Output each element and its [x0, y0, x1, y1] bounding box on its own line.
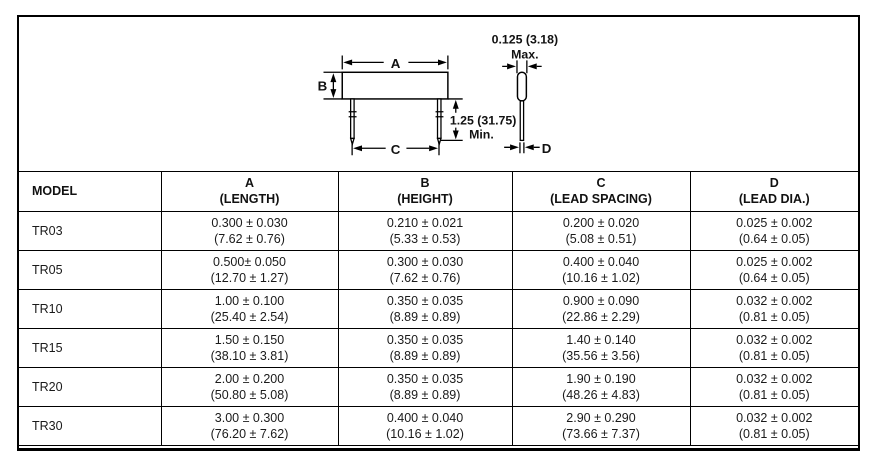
dim-b-label: B — [317, 78, 328, 94]
dim-d-cell — [690, 212, 858, 251]
table-row — [19, 212, 858, 251]
table-row — [19, 407, 858, 446]
header-line: B — [420, 175, 430, 190]
value-inches: 0.210 ± 0.021 — [386, 215, 464, 230]
value-mm: (0.64 ± 0.05) — [738, 232, 810, 246]
value-mm: (5.08 ± 0.51) — [565, 232, 637, 246]
dim-a-cell — [161, 368, 338, 407]
dim-b-cell — [338, 212, 512, 251]
value-mm: (10.16 ± 1.02) — [562, 271, 640, 285]
value-inches: 0.032 ± 0.002 — [736, 371, 813, 386]
header-line: A — [244, 175, 255, 190]
value-inches: 0.032 ± 0.002 — [736, 332, 813, 347]
header-line: (LEAD DIA.) — [738, 191, 810, 206]
dim-c-label: C — [390, 141, 401, 157]
lead-side-view-body — [517, 72, 526, 101]
value-mm: (5.33 ± 0.53) — [389, 232, 461, 246]
dim-a-cell — [161, 212, 338, 251]
value-mm: (8.89 ± 0.89) — [389, 310, 461, 324]
component-body — [342, 72, 448, 99]
dim-c-cell — [512, 368, 690, 407]
dim-b-cell — [338, 368, 512, 407]
model-cell: TR15 — [19, 329, 161, 368]
dim-b-cell — [338, 251, 512, 290]
value-mm: (25.40 ± 2.54) — [210, 310, 289, 324]
lead-length-min-value: 1.25 (31.75) — [449, 113, 517, 128]
model-cell: TR30 — [19, 407, 161, 446]
dim-a-cell — [161, 329, 338, 368]
header-line: (LEAD SPACING) — [550, 191, 652, 206]
value-mm: (12.70 ± 1.27) — [210, 271, 289, 285]
model-cell: TR10 — [19, 290, 161, 329]
value-inches: 0.400 ± 0.040 — [386, 410, 464, 425]
lead-length-min-qualifier: Min. — [469, 127, 494, 142]
value-mm: (0.81 ± 0.05) — [738, 349, 810, 363]
table-header-row — [19, 172, 858, 212]
dimensions-table — [19, 171, 858, 446]
header-d-lead-dia — [690, 172, 858, 212]
header-b-height — [338, 172, 512, 212]
dim-c-cell — [512, 212, 690, 251]
component-lead-left — [349, 99, 357, 144]
value-inches: 0.032 ± 0.002 — [736, 410, 813, 425]
dim-d-label: D — [541, 140, 552, 156]
dim-d-cell — [690, 368, 858, 407]
value-mm: (73.66 ± 7.37) — [562, 427, 640, 441]
value-mm: (0.81 ± 0.05) — [738, 427, 810, 441]
value-inches: 0.025 ± 0.002 — [736, 254, 813, 269]
dim-b-cell — [338, 329, 512, 368]
value-mm: (76.20 ± 7.62) — [210, 427, 289, 441]
value-inches: 2.90 ± 0.290 — [566, 410, 636, 425]
table-row — [19, 329, 858, 368]
component-lead-right — [436, 99, 444, 144]
dim-d-cell — [690, 251, 858, 290]
value-inches: 1.00 ± 0.100 — [214, 293, 285, 308]
dim-d-cell — [690, 329, 858, 368]
value-inches: 0.400 ± 0.040 — [562, 254, 640, 269]
dim-d-cell — [690, 290, 858, 329]
value-inches: 0.025 ± 0.002 — [736, 215, 813, 230]
value-inches: 1.50 ± 0.150 — [214, 332, 285, 347]
value-inches: 3.00 ± 0.300 — [214, 410, 285, 425]
table-row — [19, 290, 858, 329]
header-line: D — [769, 175, 779, 190]
dim-a-cell — [161, 290, 338, 329]
dim-a-cell — [161, 407, 338, 446]
value-inches: 0.900 ± 0.090 — [562, 293, 640, 308]
value-mm: (7.62 ± 0.76) — [214, 232, 285, 246]
dim-a-cell — [161, 251, 338, 290]
value-mm: (35.56 ± 3.56) — [562, 349, 640, 363]
model-cell: TR03 — [19, 212, 161, 251]
dimension-drawing-svg — [19, 17, 858, 171]
value-mm: (8.89 ± 0.89) — [389, 388, 461, 402]
header-line: (HEIGHT) — [397, 191, 453, 206]
value-inches: 2.00 ± 0.200 — [214, 371, 285, 386]
dim-c-cell — [512, 290, 690, 329]
lead-side-view-wire — [520, 101, 523, 140]
value-mm: (7.62 ± 0.76) — [389, 271, 461, 285]
dim-a-label: A — [390, 55, 401, 71]
side-view — [502, 60, 541, 153]
lead-dia-max-annotation — [502, 60, 541, 73]
header-line: (LENGTH) — [219, 191, 280, 206]
header-model: MODEL — [19, 172, 161, 212]
value-inches: 0.350 ± 0.035 — [386, 293, 464, 308]
table-row — [19, 251, 858, 290]
value-inches: 0.032 ± 0.002 — [736, 293, 813, 308]
table-row — [19, 368, 858, 407]
dim-b-cell — [338, 407, 512, 446]
value-inches: 0.300 ± 0.030 — [211, 215, 288, 230]
value-inches: 0.200 ± 0.020 — [562, 215, 640, 230]
header-c-lead-spacing — [512, 172, 690, 212]
value-mm: (0.64 ± 0.05) — [738, 271, 810, 285]
dimension-diagram — [19, 17, 858, 171]
value-mm: (38.10 ± 3.81) — [210, 349, 289, 363]
dim-d-annotation — [504, 142, 540, 153]
value-mm: (50.80 ± 5.08) — [210, 388, 289, 402]
model-cell: TR20 — [19, 368, 161, 407]
dim-d-cell — [690, 407, 858, 446]
value-mm: (22.86 ± 2.29) — [562, 310, 640, 324]
value-inches: 0.350 ± 0.035 — [386, 371, 464, 386]
dim-c-cell — [512, 329, 690, 368]
header-line: C — [596, 175, 606, 190]
datasheet-figure-box — [17, 15, 860, 451]
value-mm: (8.89 ± 0.89) — [389, 349, 461, 363]
value-mm: (10.16 ± 1.02) — [386, 427, 464, 441]
dim-c-cell — [512, 407, 690, 446]
header-a-length — [161, 172, 338, 212]
lead-dia-max-qualifier: Max. — [511, 47, 539, 62]
value-inches: 0.500± 0.050 — [213, 254, 286, 269]
value-inches: 1.90 ± 0.190 — [566, 371, 636, 386]
value-mm: (0.81 ± 0.05) — [738, 388, 810, 402]
dim-b-cell — [338, 290, 512, 329]
value-mm: (0.81 ± 0.05) — [738, 310, 810, 324]
value-mm: (48.26 ± 4.83) — [562, 388, 640, 402]
lead-dia-max-value: 0.125 (3.18) — [491, 32, 559, 47]
dim-c-cell — [512, 251, 690, 290]
model-cell: TR05 — [19, 251, 161, 290]
value-inches: 1.40 ± 0.140 — [566, 332, 636, 347]
value-inches: 0.350 ± 0.035 — [386, 332, 464, 347]
value-inches: 0.300 ± 0.030 — [386, 254, 464, 269]
